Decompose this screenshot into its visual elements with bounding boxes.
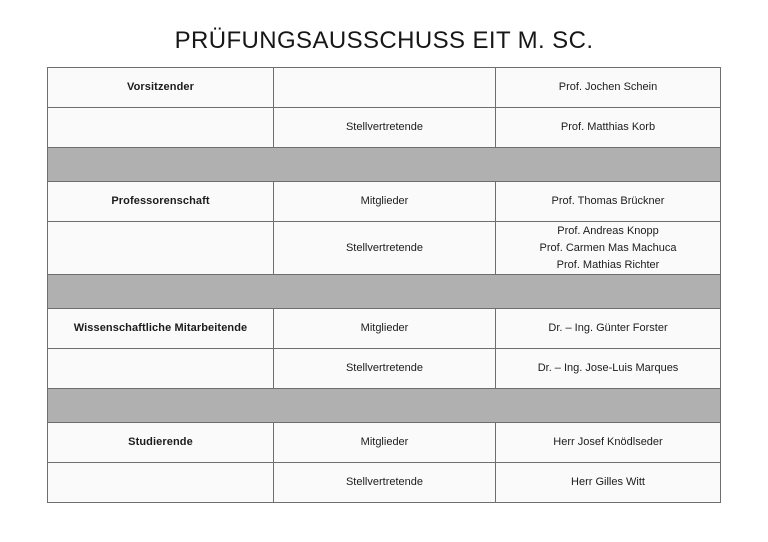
group-separator — [48, 275, 721, 309]
role-cell: Wissenschaftliche Mitarbeitende — [48, 309, 274, 349]
person-cell: Prof. Thomas Brückner — [496, 182, 721, 222]
kind-cell: Mitglieder — [274, 423, 496, 463]
committee-table — [47, 67, 721, 503]
table-row — [48, 463, 721, 503]
group-separator-row — [48, 148, 721, 182]
table-row — [48, 108, 721, 148]
table-row — [48, 309, 721, 349]
kind-cell: Stellvertretende — [274, 349, 496, 389]
table-row — [48, 182, 721, 222]
table-row — [48, 222, 721, 275]
person-cell: Dr. – Ing. Günter Forster — [496, 309, 721, 349]
person-cell: Herr Gilles Witt — [496, 463, 721, 503]
person-cell: Prof. Matthias Korb — [496, 108, 721, 148]
role-cell-empty — [48, 349, 274, 389]
table-row — [48, 423, 721, 463]
person-cell — [496, 222, 721, 275]
kind-cell: Stellvertretende — [274, 463, 496, 503]
role-cell-empty — [48, 463, 274, 503]
table-row — [48, 349, 721, 389]
person-cell: Prof. Jochen Schein — [496, 68, 721, 108]
person-cell: Dr. – Ing. Jose-Luis Marques — [496, 349, 721, 389]
role-cell-empty — [48, 108, 274, 148]
person-line: Prof. Carmen Mas Machuca — [539, 242, 677, 254]
kind-cell: Stellvertretende — [274, 222, 496, 275]
kind-cell: Mitglieder — [274, 182, 496, 222]
kind-cell: Stellvertretende — [274, 108, 496, 148]
kind-cell — [274, 68, 496, 108]
group-separator — [48, 148, 721, 182]
person-cell: Herr Josef Knödlseder — [496, 423, 721, 463]
person-line: Prof. Mathias Richter — [556, 259, 660, 271]
group-separator-row — [48, 275, 721, 309]
page-title: PRÜFUNGSAUSSCHUSS EIT M. SC. — [174, 27, 594, 54]
role-cell: Professorenschaft — [48, 182, 274, 222]
table-row — [48, 68, 721, 108]
role-cell: Vorsitzender — [48, 68, 274, 108]
role-cell: Studierende — [48, 423, 274, 463]
group-separator-row — [48, 389, 721, 423]
person-line: Prof. Andreas Knopp — [557, 225, 659, 237]
kind-cell: Mitglieder — [274, 309, 496, 349]
role-cell-empty — [48, 222, 274, 275]
person-list — [496, 223, 720, 274]
group-separator — [48, 389, 721, 423]
